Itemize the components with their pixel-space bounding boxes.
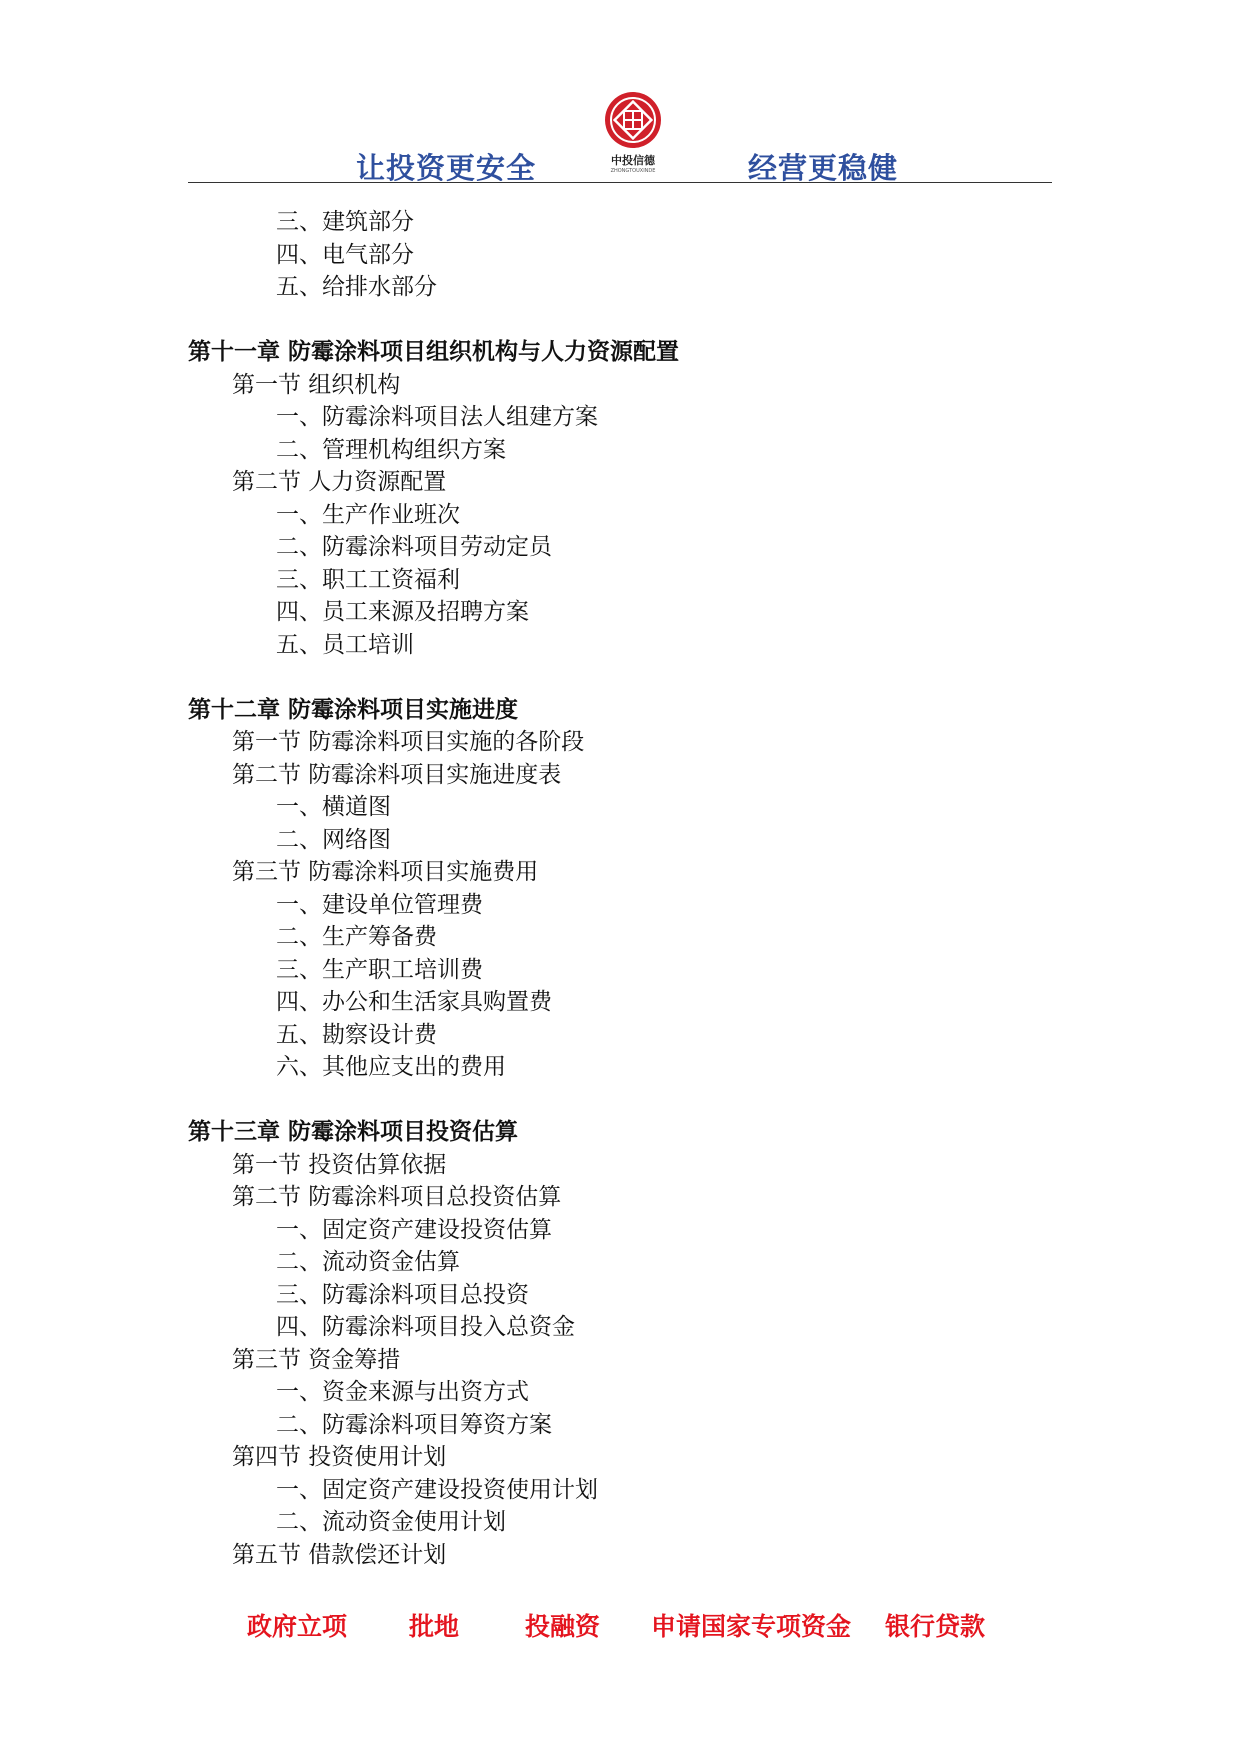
toc-item: 五、给排水部分 <box>276 274 437 300</box>
toc-item: 五、勘察设计费 <box>276 1021 437 1048</box>
toc-item: 三、职工工资福利 <box>276 566 460 593</box>
toc-chapter: 第十一章 防霉涂料项目组织机构与人力资源配置 <box>188 338 680 365</box>
toc-item: 三、建筑部分 <box>276 209 414 235</box>
slogan-left: 让投资更安全 <box>356 151 537 185</box>
slogan-right: 经营更稳健 <box>748 151 899 185</box>
toc-item: 一、横道图 <box>276 794 391 820</box>
toc-item: 二、生产筹备费 <box>276 924 437 950</box>
toc-item: 一、建设单位管理费 <box>276 891 483 918</box>
toc-item: 六、其他应支出的费用 <box>276 1054 506 1080</box>
toc-section: 第三节 防霉涂料项目实施费用 <box>232 859 539 885</box>
toc-chapter: 第十二章 防霉涂料项目实施进度 <box>188 695 519 723</box>
toc-section: 第二节 防霉涂料项目总投资估算 <box>232 1184 562 1210</box>
toc-item: 二、流动资金估算 <box>276 1249 460 1275</box>
toc-item: 四、电气部分 <box>276 241 414 268</box>
header-divider <box>188 182 1052 183</box>
toc-section: 第一节 组织机构 <box>232 371 401 398</box>
toc-section: 第四节 投资使用计划 <box>232 1444 447 1470</box>
toc-item: 四、员工来源及招聘方案 <box>276 599 529 625</box>
toc-item: 一、生产作业班次 <box>276 501 460 528</box>
toc-item: 二、防霉涂料项目劳动定员 <box>276 534 552 560</box>
company-logo <box>598 90 668 186</box>
toc-item: 一、固定资产建设投资使用计划 <box>276 1476 598 1503</box>
logo-name: 中投信德 <box>611 154 655 167</box>
toc-section: 第三节 资金筹措 <box>232 1346 401 1373</box>
toc-section: 第二节 人力资源配置 <box>232 469 447 495</box>
toc-item: 五、员工培训 <box>276 631 414 658</box>
toc-item: 一、资金来源与出资方式 <box>276 1379 529 1405</box>
toc-item: 四、防霉涂料项目投入总资金 <box>276 1314 575 1340</box>
toc-item: 一、固定资产建设投资估算 <box>276 1216 552 1243</box>
toc-section: 第一节 投资估算依据 <box>232 1151 447 1178</box>
page-footer <box>0 1607 1241 1647</box>
toc-chapter: 第十三章 防霉涂料项目投资估算 <box>188 1118 519 1145</box>
logo-subtitle: ZHONGTOUXINDE <box>610 168 656 174</box>
toc-item: 二、网络图 <box>276 826 391 853</box>
toc-section: 第二节 防霉涂料项目实施进度表 <box>232 761 562 788</box>
toc-item: 二、流动资金使用计划 <box>276 1509 506 1535</box>
footer-service-item: 政府立项 <box>247 1612 348 1641</box>
toc-item: 三、防霉涂料项目总投资 <box>276 1281 529 1308</box>
toc-item: 四、办公和生活家具购置费 <box>276 989 552 1015</box>
footer-service-item: 申请国家专项资金 <box>651 1612 852 1641</box>
logo-emblem-icon <box>598 90 668 150</box>
toc-section: 第一节 防霉涂料项目实施的各阶段 <box>232 729 585 755</box>
toc-item: 二、管理机构组织方案 <box>276 436 506 463</box>
footer-service-item: 投融资 <box>525 1612 601 1641</box>
toc-section: 第五节 借款偿还计划 <box>232 1541 447 1568</box>
footer-service-item: 银行贷款 <box>885 1612 986 1641</box>
toc-item: 一、防霉涂料项目法人组建方案 <box>276 404 598 430</box>
page-header <box>0 0 1241 190</box>
toc-item: 三、生产职工培训费 <box>276 956 483 983</box>
toc-item: 二、防霉涂料项目筹资方案 <box>276 1411 552 1438</box>
footer-service-item: 批地 <box>409 1612 460 1641</box>
